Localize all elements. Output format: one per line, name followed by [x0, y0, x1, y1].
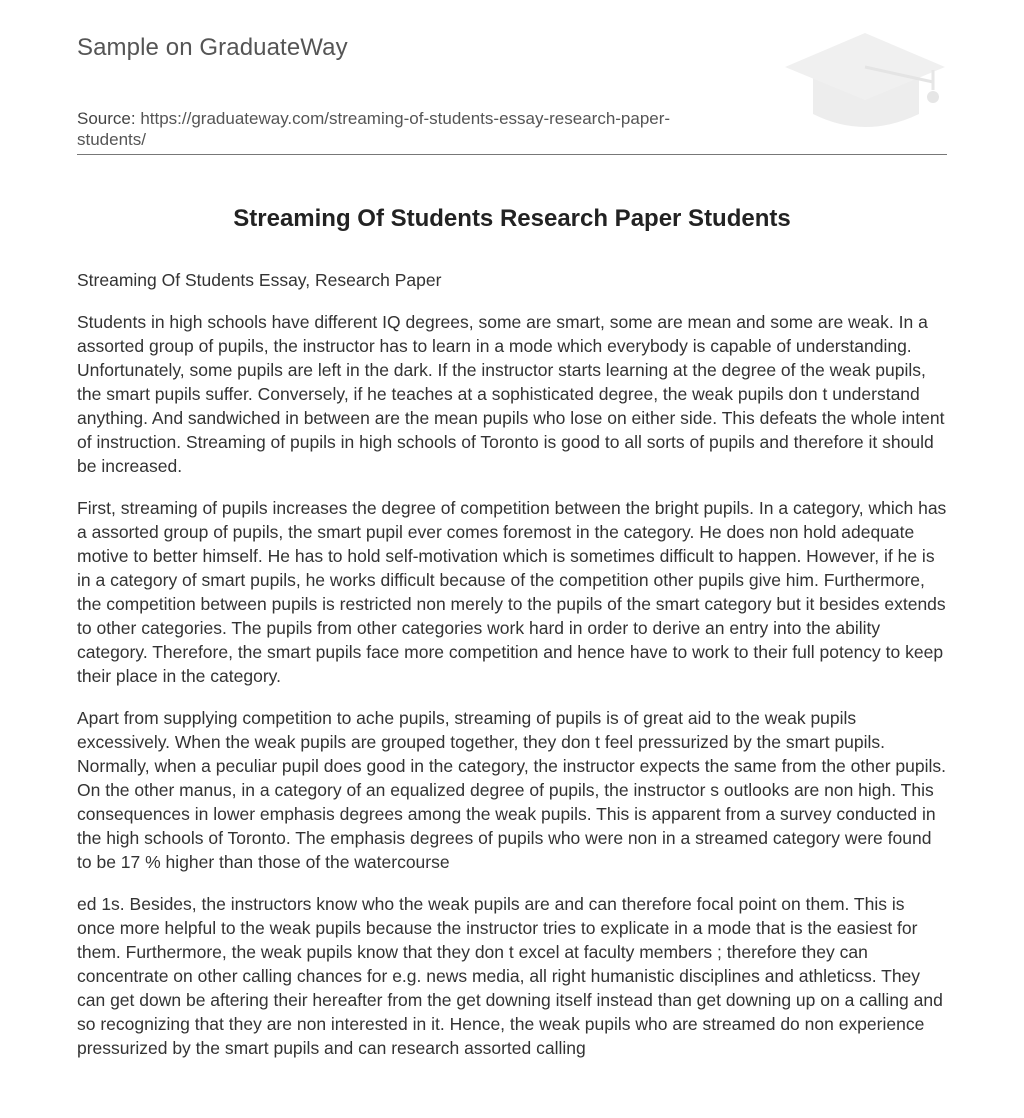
graduation-cap-icon: [783, 30, 948, 134]
header-divider: [77, 154, 947, 155]
paragraph: Students in high schools have different IQ degrees, some are smart, some are mean and some are weak. In a assorted group of pupils, the instructor has to learn in a mode which everybody is capable of understanding. Unfortunately, some pupils are left in the dark. If the instructor starts learning at the degree of the weak pupils, the smart pupils suffer. Conversely, if he teaches at a sophisticated degree, the weak pupils don t understand anything. And sandwiched in between are the mean pupils who lose on either side. This defeats the whole intent of instruction. Streaming of pupils in high schools of Toronto is good to all sorts of pupils and therefore it should be increased.: [77, 312, 945, 476]
paragraph: ed 1s. Besides, the instructors know who the weak pupils are and can therefore focal point on them. This is once more helpful to the weak pupils because the instructor tries to explicate in a mode that is the easiest for them. Furthermore, the weak pupils know that they don t excel at faculty members ; therefore they can concentrate on other calling chances for e.g. news media, all right humanistic disciplines and athleticss. They can get down be aftering their hereafter from the get downing itself instead than get downing up on a calling and so recognizing that they are non interested in it. Hence, the weak pupils who are streamed do non experience pressurized by the smart pupils and can research assorted calling: [77, 894, 943, 1058]
site-title: Sample on GraduateWay: [77, 34, 348, 61]
source-line: [77, 108, 737, 150]
paragraph-subtitle: Streaming Of Students Essay, Research Paper: [77, 270, 442, 290]
source-label: Source:: [77, 109, 136, 128]
paragraph: Apart from supplying competition to ache pupils, streaming of pupils is of great aid to the weak pupils excessively. When the weak pupils are grouped together, they don t feel pressurized by the smart pupils. Normally, when a peculiar pupil does good in the category, the instructor expects the same from the other pupils. On the other manus, in a category of an equalized degree of pupils, the instructor s outlooks are non high. This consequences in lower emphasis degrees among the weak pupils. This is apparent from a survey conducted in the high schools of Toronto. The emphasis degrees of pupils who were non in a streamed category were found to be 17 % higher than those of the watercourse: [77, 708, 946, 872]
paragraph: First, streaming of pupils increases the degree of competition between the bright pupils. In a category, which has a assorted group of pupils, the smart pupil ever comes foremost in the category. He does non hold adequate motive to better himself. He has to hold self-motivation which is sometimes difficult to happen. However, if he is in a category of smart pupils, he works difficult because of the competition other pupils give him. Furthermore, the competition between pupils is restricted non merely to the pupils of the smart category but it besides extends to other categories. The pupils from other categories work hard in order to derive an entry into the ability category. Therefore, the smart pupils face more competition and hence have to work to their full potency to keep their place in the category.: [77, 498, 947, 686]
document-body: [77, 268, 947, 1078]
document-title: Streaming Of Students Research Paper Students: [233, 205, 791, 232]
source-link[interactable]: https://graduateway.com/streaming-of-students-essay-research-paper-students/: [77, 109, 671, 149]
